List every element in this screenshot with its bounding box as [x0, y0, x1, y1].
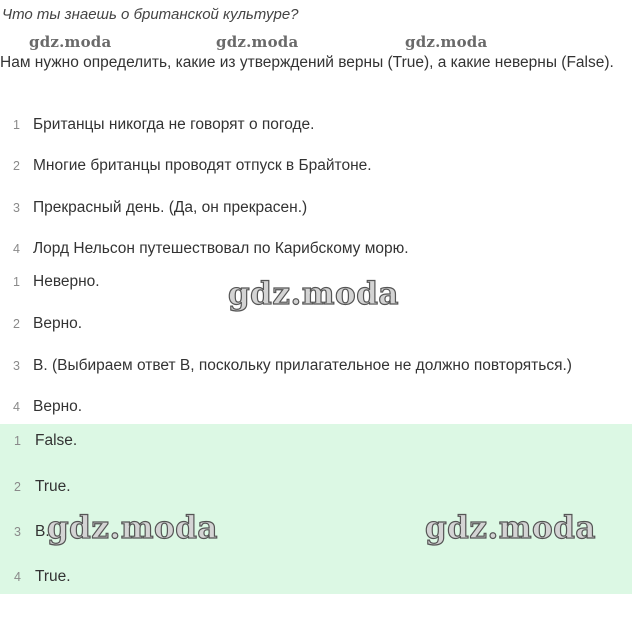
item-number: 1 [13, 275, 20, 289]
final-answer-item [0, 429, 77, 453]
item-number: 4 [14, 570, 21, 584]
watermark-logo: gdz.moda [228, 276, 399, 312]
item-text: Неверно. [33, 273, 100, 290]
answer-item [0, 395, 82, 419]
answer-item [0, 270, 100, 294]
item-number: 4 [13, 242, 20, 256]
final-answer-item [0, 475, 71, 499]
item-text: True. [35, 568, 71, 585]
item-text: B. (Выбираем ответ B, поскольку прилагательное не должно повторяться.) [33, 357, 572, 374]
item-text: Верно. [33, 315, 83, 332]
item-number: 1 [13, 118, 20, 132]
watermark-logo: gdz.moda [216, 33, 299, 51]
item-number: 3 [13, 359, 20, 373]
statement-item [0, 113, 314, 137]
item-text: False. [35, 432, 78, 449]
statement-item [0, 154, 372, 178]
item-number: 4 [13, 400, 20, 414]
item-number: 1 [14, 434, 21, 448]
watermark-logo: gdz.moda [47, 510, 218, 546]
exercise-title: Что ты знаешь о британской культуре? [2, 6, 299, 23]
answer-item [0, 354, 572, 378]
item-number: 2 [13, 317, 20, 331]
statement-item [0, 237, 409, 261]
answer-item [0, 312, 82, 336]
watermark-logo: gdz.moda [29, 33, 112, 51]
item-text: True. [35, 478, 71, 495]
item-number: 3 [13, 201, 20, 215]
watermark-logo: gdz.moda [425, 510, 596, 546]
item-number: 2 [13, 159, 20, 173]
item-text: Верно. [33, 398, 83, 415]
item-number: 2 [14, 480, 21, 494]
final-answers-block [0, 424, 632, 594]
watermark-logo: gdz.moda [405, 33, 488, 51]
item-text: Британцы никогда не говорят о погоде. [33, 116, 315, 133]
item-number: 3 [14, 525, 21, 539]
final-answer-item [0, 520, 50, 544]
item-text: B. [35, 523, 50, 540]
final-answer-item [0, 565, 71, 589]
item-text: Лорд Нельсон путешествовал по Карибскому морю. [33, 240, 409, 257]
item-text: Прекрасный день. (Да, он прекрасен.) [33, 199, 308, 216]
item-text: Многие британцы проводят отпуск в Брайтоне. [33, 157, 372, 174]
statement-item [0, 196, 307, 220]
intro-text: Нам нужно определить, какие из утверждений верны (True), а какие неверны (False). [0, 54, 614, 71]
